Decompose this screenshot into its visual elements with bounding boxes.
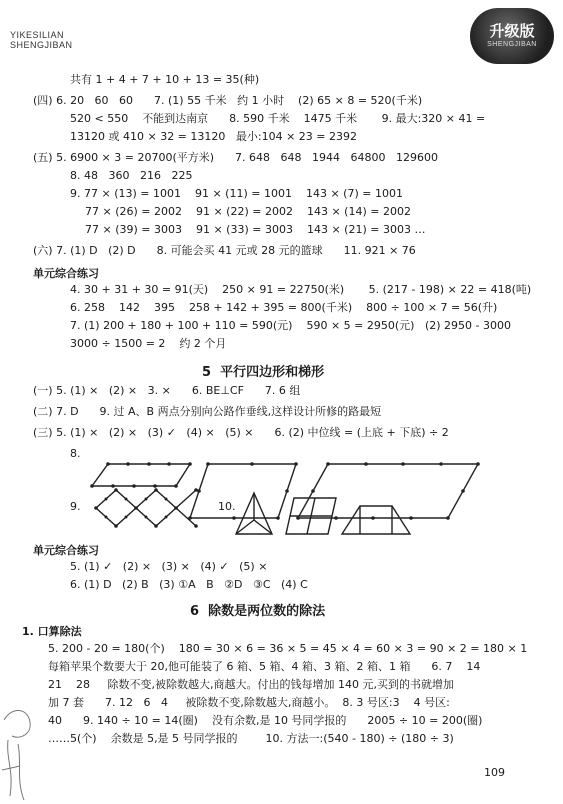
flat-parallelogram <box>92 464 190 486</box>
shape-division-figures <box>232 490 422 540</box>
answer-line: 5. (1) ✓ (2) × (3) × (4) ✓ (5) × <box>70 560 268 573</box>
edition-badge <box>470 8 554 64</box>
answer-line: 77 × (26) = 2002 91 × (22) = 2002 143 × (14) = 2002 <box>85 205 411 218</box>
answer-line: 77 × (39) = 3003 91 × (33) = 3003 143 × (21) = 3003 … <box>85 223 426 236</box>
answer-line: 8. 48 360 216 225 <box>70 169 193 182</box>
figure-label: 9. <box>70 500 81 513</box>
answer-line: 40 9. 140 ÷ 10 = 14(圈) 没有余数,是 10 号同学报的 2005 ÷ 10 = 200(圈) <box>48 714 483 727</box>
trapezoid-divided <box>342 506 410 534</box>
decorative-sketch-icon <box>0 700 40 804</box>
section-heading: 单元综合练习 <box>33 544 99 557</box>
answer-line: 13120 或 410 × 32 = 13120 最小:104 × 23 = 2392 <box>70 130 357 143</box>
answer-line: 6. 258 142 395 258 + 142 + 395 = 800(千米) 800 ÷ 100 × 7 = 56(升) <box>70 301 498 314</box>
section-heading: 1. 口算除法 <box>22 625 82 638</box>
figure-label: 10. <box>218 500 236 513</box>
answer-line: 加 7 套 7. 12 6 4 被除数不变,除数越大,商越小。 8. 3 号区:3 4 号区: <box>48 696 450 709</box>
answer-line: (二) 7. D 9. 过 A、B 两点分别向公路作垂线,这样设计所修的路最短 <box>33 405 382 418</box>
answer-line: 5. 200 - 20 = 180(个) 180 = 30 × 6 = 36 × 5 = 45 × 4 = 60 × 3 = 90 × 2 = 180 × 1 <box>48 642 528 655</box>
answer-line: 共有 1 + 4 + 7 + 10 + 13 = 35(种) <box>70 73 260 86</box>
header-line-2: SHENGJIBAN <box>10 40 73 50</box>
answer-line: (三) 5. (1) × (2) × (3) ✓ (4) × (5) × 6. (2) 中位线 = (上底 + 下底) ÷ 2 <box>33 426 449 439</box>
answer-line: 9. 77 × (13) = 1001 91 × (11) = 1001 143 × (7) = 1001 <box>70 187 403 200</box>
chapter-title: 5 平行四边形和梯形 <box>202 365 325 380</box>
page-number: 109 <box>484 766 505 779</box>
answer-line: ……5(个) 余数是 5,是 5 号同学报的 10. 方法一:(540 - 180) ÷ (180 ÷ 3) <box>48 732 454 745</box>
answer-line: 4. 30 + 31 + 30 = 91(天) 250 × 91 = 22750(米) 5. (217 - 198) × 22 = 418(吨) <box>70 283 532 296</box>
diamond-chain-figure <box>92 486 202 532</box>
chapter-title: 6 除数是两位数的除法 <box>190 604 326 619</box>
answer-line: 3000 ÷ 1500 = 2 约 2 个月 <box>70 337 227 350</box>
badge-main-text: 升级版 <box>489 22 535 40</box>
answer-line: 8. <box>70 447 81 460</box>
section-heading: 单元综合练习 <box>33 267 99 280</box>
header-line-1: YIKESILIAN <box>10 30 65 40</box>
answer-line: 6. (1) D (2) B (3) ①A B ②D ③C (4) C <box>70 578 308 591</box>
answer-line: 每箱苹果个数要大于 20,他可能装了 6 箱、5 箱、4 箱、3 箱、2 箱、1 箱 6. 7 14 <box>48 660 481 673</box>
badge-sub-text: SHENGJIBAN <box>487 41 537 48</box>
answer-line: 520 < 550 不能到达南京 8. 590 千米 1475 千米 9. 最大:320 × 41 = <box>70 112 486 125</box>
answer-line: (一) 5. (1) × (2) × 3. × 6. BE⊥CF 7. 6 组 <box>33 384 301 397</box>
answer-line: (六) 7. (1) D (2) D 8. 可能会买 41 元或 28 元的篮球 11. 921 × 76 <box>33 244 416 257</box>
answer-line: (四) 6. 20 60 60 7. (1) 55 千米 约 1 小时 (2) 65 × 8 = 520(千米) <box>33 94 423 107</box>
running-header <box>10 30 73 50</box>
answer-line: 7. (1) 200 + 180 + 100 + 110 = 590(元) 590 × 5 = 2950(元) (2) 2950 - 3000 <box>70 319 511 332</box>
answer-line: (五) 5. 6900 × 3 = 20700(平方米) 7. 648 648 1944 64800 129600 <box>33 151 438 164</box>
answer-line: 21 28 除数不变,被除数越大,商越大。付出的钱每增加 140 元,买到的书就增加 <box>48 678 454 691</box>
